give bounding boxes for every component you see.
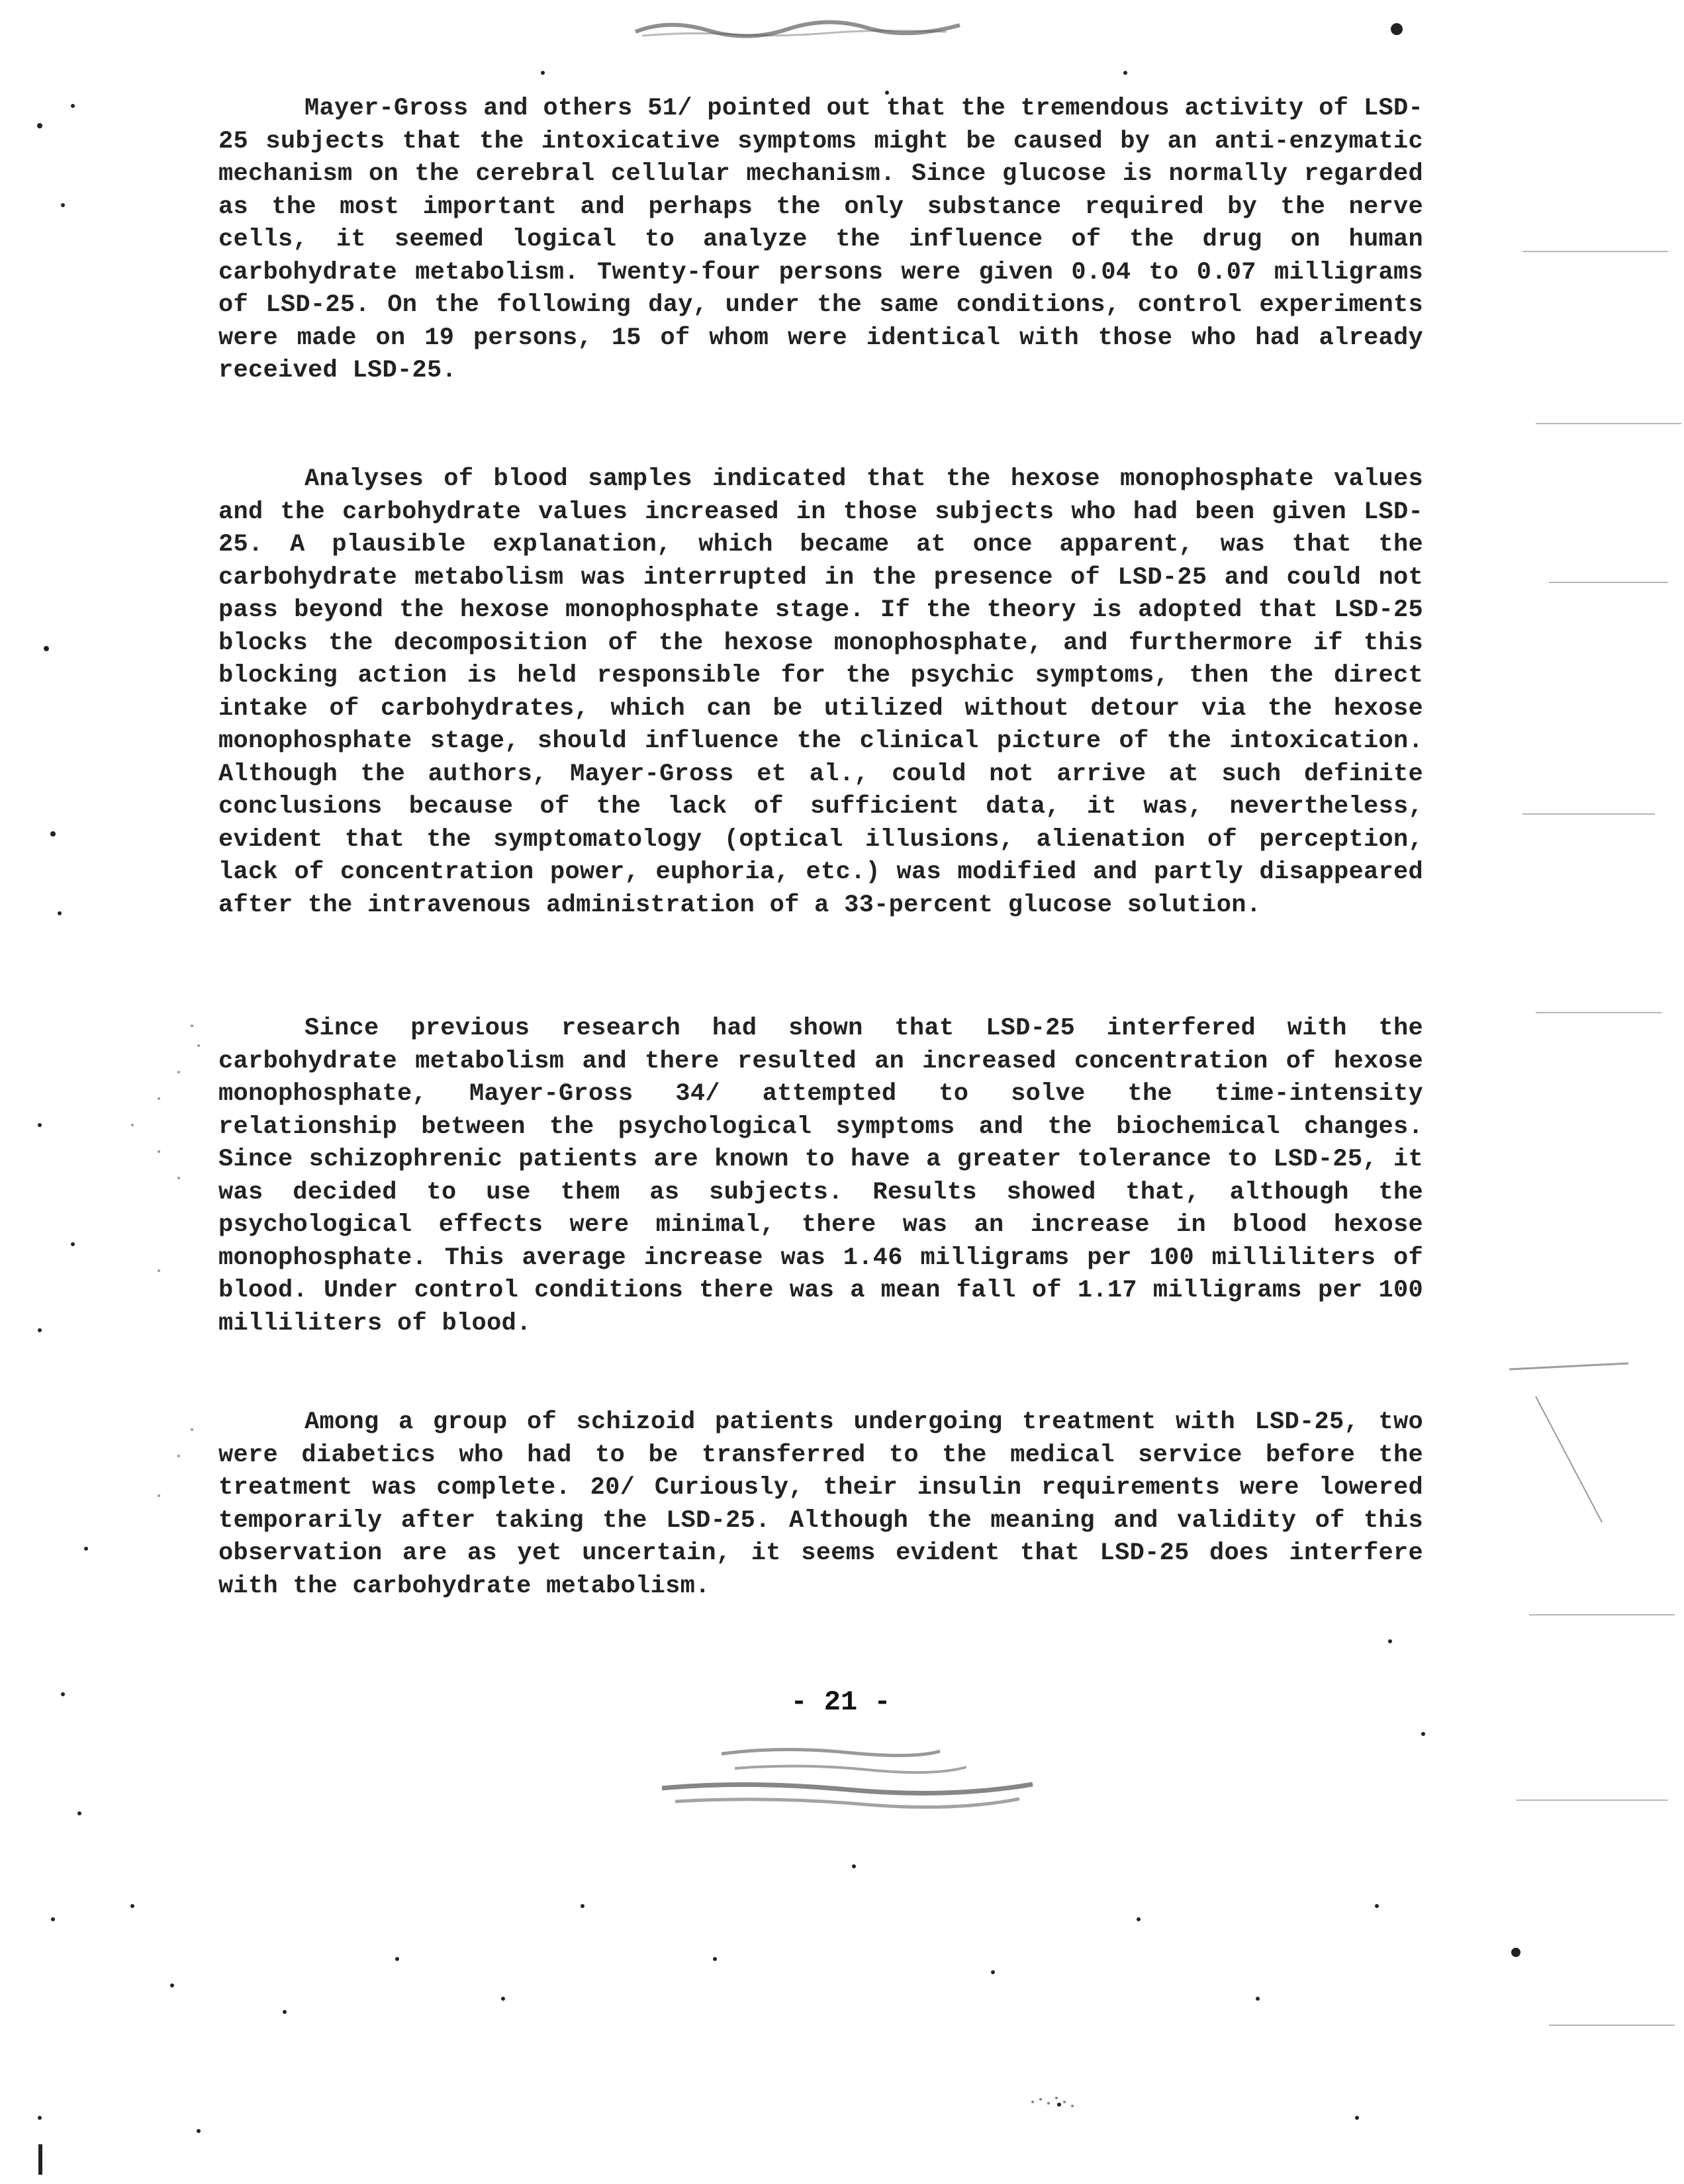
page-number: - 21 - [790,1686,891,1718]
declassification-stamp-smudge [649,1741,1046,1820]
paragraph-mayer-gross-intro: Mayer-Gross and others 51/ pointed out that the tremendous activity of LSD-25 subjects that the intoxicative symptoms might be caused by an anti-enzymatic mechanism on the cerebral cellular mechanism. Since glucose is normally regarded as the most important and perhaps the only substance required by the nerve cells, it seemed logical to analyze the influence of the drug on human carbohydrate metabolism. Twenty-four persons were given 0.04 to 0.07 milligrams of LSD-25. On the following day, under the same conditions, control experiments were made on 19 persons, 15 of whom were identical with those who had already received LSD-25. [218,95,1423,385]
margin-scan-marks [1509,0,1684,2184]
header-classification-smudge [629,12,973,41]
paragraph-schizophrenic-study: Since previous research had shown that LSD-25 interfered with the carbohydrate metabolism and there resulted an increased concentration of hexose monophosphate, Mayer-Gross 34/ attempted to solve the time-intensity relationship between the psychological symptoms and the biochemical changes. Since schizophrenic patients are known to have a greater tolerance to LSD-25, it was decided to use them as subjects. Results showed that, although the psychological effects were minimal, there was an increase in blood hexose monophosphate. This average increase was 1.46 milligrams per 100 milliliters of blood. Under control conditions there was a mean fall of 1.17 milligrams per 100 milliliters of blood. [218,1015,1423,1338]
paragraph-diabetic-patients: Among a group of schizoid patients undergoing treatment with LSD-25, two were diabetics who had to be transferred to the medical service before the treatment was complete. 20/ Curiously, their insulin requirements were lowered temporarily after taking the LSD-25. Although the meaning and validity of this observation are as yet uncertain, it seems evident that LSD-25 does interfere with the carbohydrate metabolism. [218,1408,1423,1600]
paragraph-blood-analysis: Analyses of blood samples indicated that the hexose monophosphate values and the carbohydrate values increased in those subjects who had been given LSD-25. A plausible explanation, which became at once apparent, was that the carbohydrate metabolism was interrupted in the presence of LSD-25 and could not pass beyond the hexose monophosphate stage. If the theory is adopted that LSD-25 blocks the decomposition of the hexose monophosphate, and furthermore if this blocking action is held responsible for the psychic symptoms, then the direct intake of carbohydrates, which can be utilized without detour via the hexose monophosphate stage, should influence the clinical picture of the intoxication. Although the authors, Mayer-Gross et al., could not arrive at such definite conclusions because of the lack of sufficient data, it was, nevertheless, evident that the symptomatology (optical illusions, alienation of perception, lack of concentration power, euphoria, etc.) was modified and partly disappeared after the intravenous administration of a 33-percent glucose solution. [218,465,1423,919]
